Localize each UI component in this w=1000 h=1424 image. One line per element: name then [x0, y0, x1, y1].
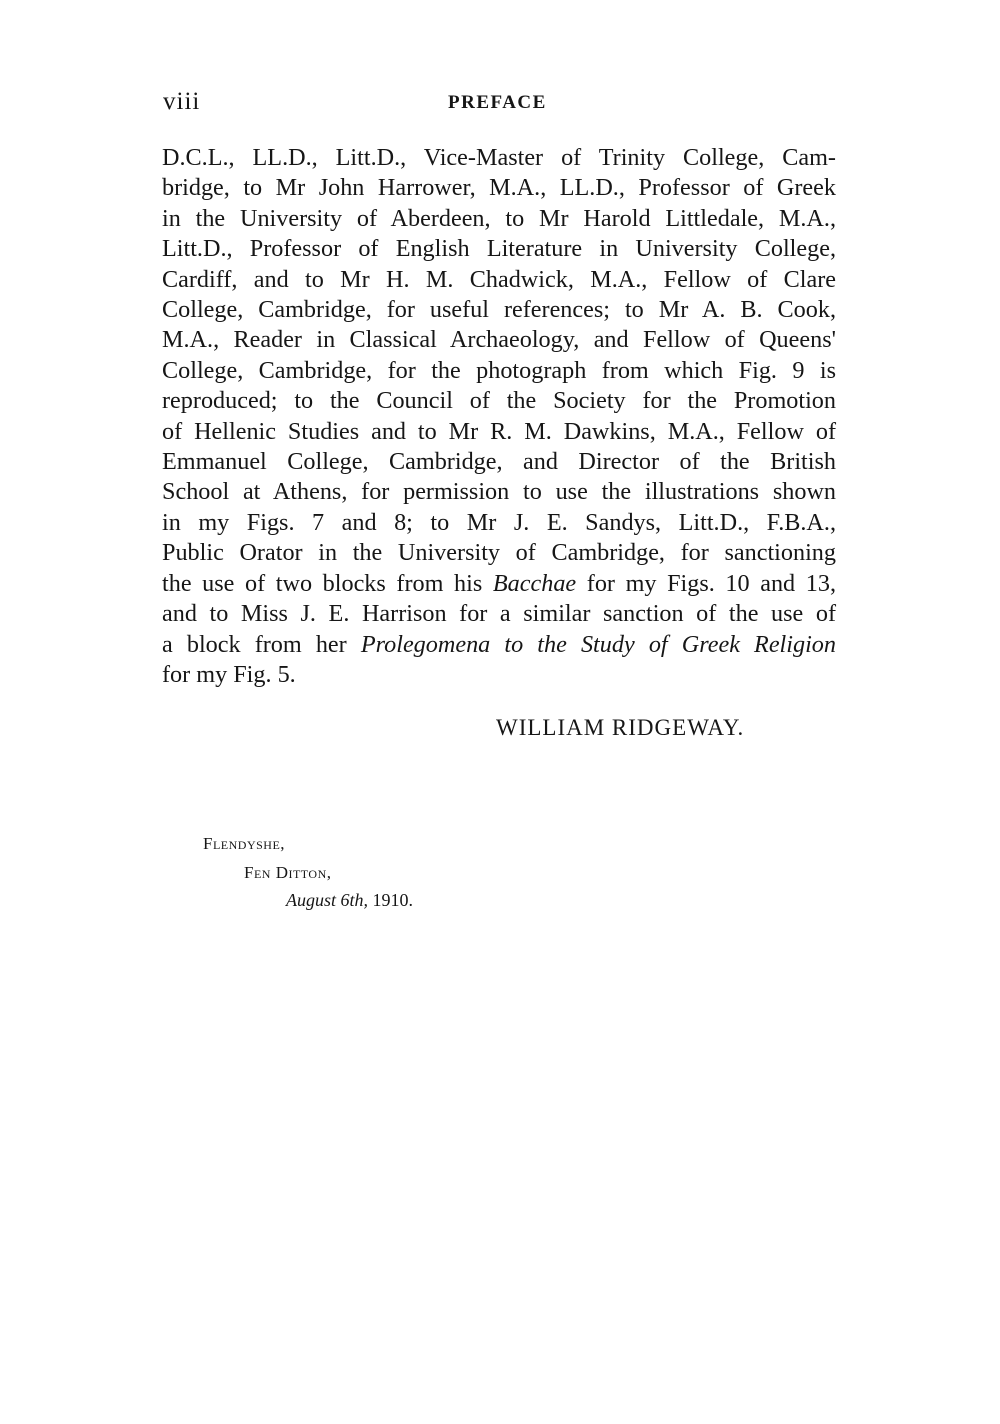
text-line: and to Miss J. E. Harrison for a similar sanction of the use of: [162, 600, 836, 628]
text-fragment: for my Figs. 10 and 13,: [576, 569, 836, 597]
text-line: bridge, to Mr John Harrower, M.A., LL.D., Professor of Greek: [162, 174, 836, 202]
page-number: viii: [163, 88, 201, 115]
text-line: College, Cambridge, for the photograph from which Fig. 9 is: [162, 356, 836, 384]
text-line: Emmanuel College, Cambridge, and Director of the British: [162, 448, 836, 476]
author-signature: WILLIAM RIDGEWAY.: [496, 715, 745, 740]
text-line: D.C.L., LL.D., Litt.D., Vice-Master of Trinity College, Cam-: [162, 144, 836, 171]
text-line: College, Cambridge, for useful references; to Mr A. B. Cook,: [162, 296, 836, 324]
text-line: M.A., Reader in Classical Archaeology, and Fellow of Queens': [162, 326, 836, 354]
text-fragment: a block from her: [162, 630, 361, 658]
text-line: for my Fig. 5.: [162, 660, 296, 688]
running-head: PREFACE: [448, 92, 547, 113]
text-line: in my Figs. 7 and 8; to Mr J. E. Sandys, Litt.D., F.B.A.,: [162, 508, 836, 536]
text-line: of Hellenic Studies and to Mr R. M. Dawkins, M.A., Fellow of: [162, 417, 836, 445]
year-text: 1910.: [368, 890, 414, 910]
preface-paragraph: [162, 143, 836, 690]
place-line-1: Flendyshe,: [203, 834, 286, 853]
book-title-prolegomena: Prolegomena to the Study of Greek Religion: [360, 630, 836, 658]
place-line-2: Fen Ditton,: [244, 863, 332, 882]
book-title-bacchae: Bacchae: [492, 569, 577, 597]
date-line: [286, 890, 413, 911]
text-line: in the University of Aberdeen, to Mr Harold Littledale, M.A.,: [162, 204, 836, 232]
text-line: Litt.D., Professor of English Literature in University College,: [162, 235, 836, 263]
text-line: School at Athens, for permission to use the illustrations shown: [162, 478, 836, 506]
text-line: Cardiff, and to Mr H. M. Chadwick, M.A., Fellow of Clare: [162, 265, 836, 293]
date-text: August 6th,: [286, 890, 369, 910]
text-fragment: the use of two blocks from his: [162, 569, 493, 597]
text-line: Public Orator in the University of Cambridge, for sanctioning: [162, 539, 836, 567]
text-line: [162, 569, 836, 599]
text-line: reproduced; to the Council of the Society for the Promotion: [162, 387, 836, 415]
text-line: [162, 630, 836, 660]
